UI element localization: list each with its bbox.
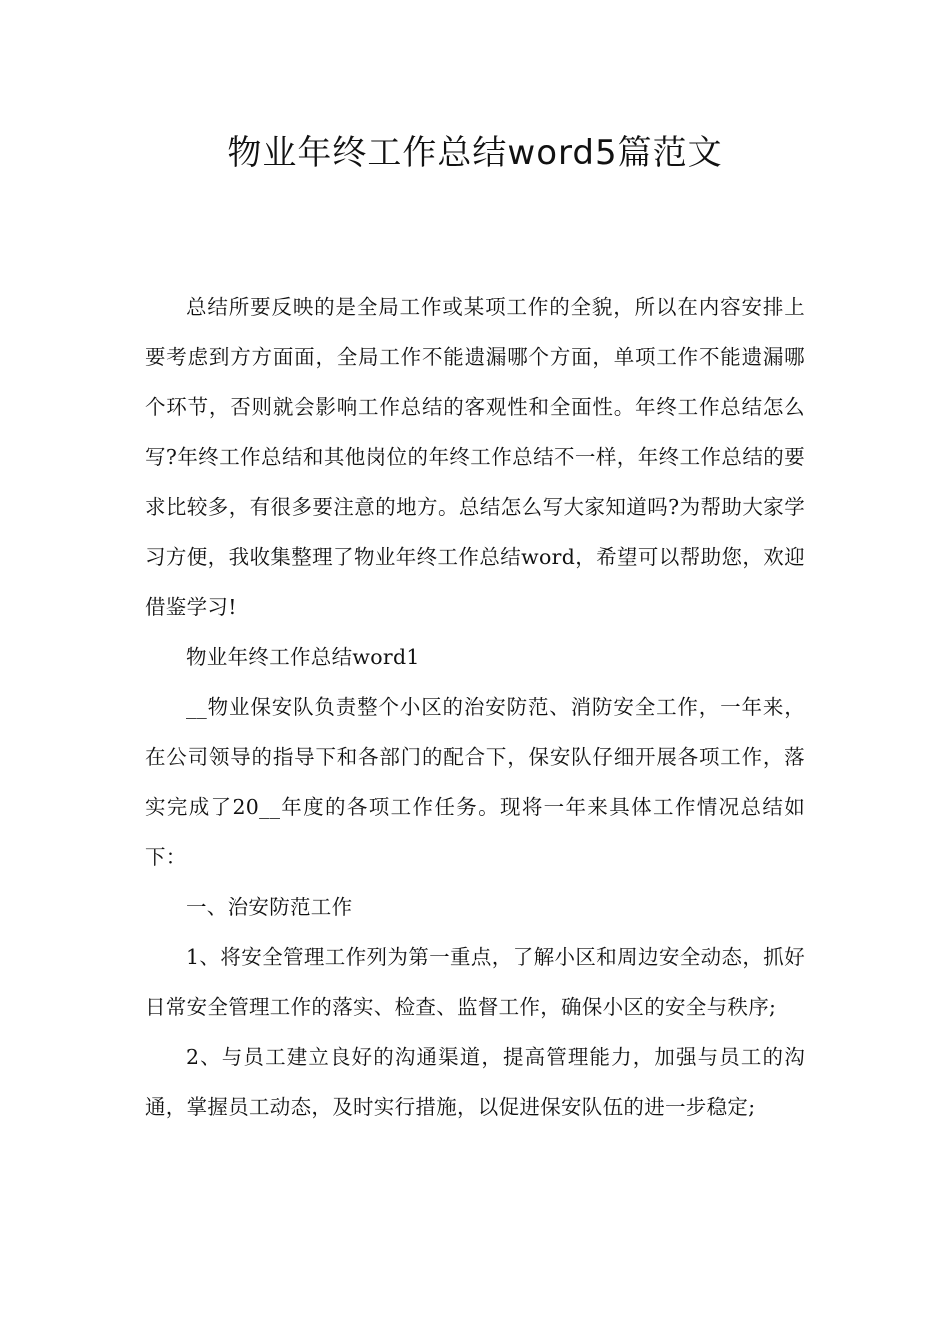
section-heading-security: 一、治安防范工作 bbox=[186, 895, 353, 919]
document-title: 物业年终工作总结word5篇范文 bbox=[227, 133, 723, 173]
intro-paragraph: 总结所要反映的是全局工作或某项工作的全貌，所以在内容安排上要考虑到方方面面，全局工作不能遗漏哪个方面，单项工作不能遗漏哪个环节，否则就会影响工作总结的客观性和全面性。年终工作总结怎么写?年终工作总结和其他岗位的年终工作总结不一样，年终工作总结的要求比较多，有很多要注意的地方。总结怎么写大家知道吗?为帮助大家学习方便，我收集整理了物业年终工作总结word，希望可以帮助您，欢迎借鉴学习! bbox=[145, 295, 805, 619]
summary-paragraph: __物业保安队负责整个小区的治安防范、消防安全工作，一年来，在公司领导的指导下和各部门的配合下，保安队仔细开展各项工作，落实完成了20__年度的各项工作任务。现将一年来具体工作情况总结如下： bbox=[145, 695, 805, 869]
document-body bbox=[145, 282, 805, 1132]
section-heading-word1: 物业年终工作总结word1 bbox=[186, 645, 420, 669]
list-item-1: 1、将安全管理工作列为第一重点，了解小区和周边安全动态，抓好日常安全管理工作的落实、检查、监督工作，确保小区的安全与秩序; bbox=[145, 945, 805, 1019]
list-item-2: 2、与员工建立良好的沟通渠道，提高管理能力，加强与员工的沟通，掌握员工动态，及时实行措施，以促进保安队伍的进一步稳定; bbox=[145, 1045, 805, 1119]
